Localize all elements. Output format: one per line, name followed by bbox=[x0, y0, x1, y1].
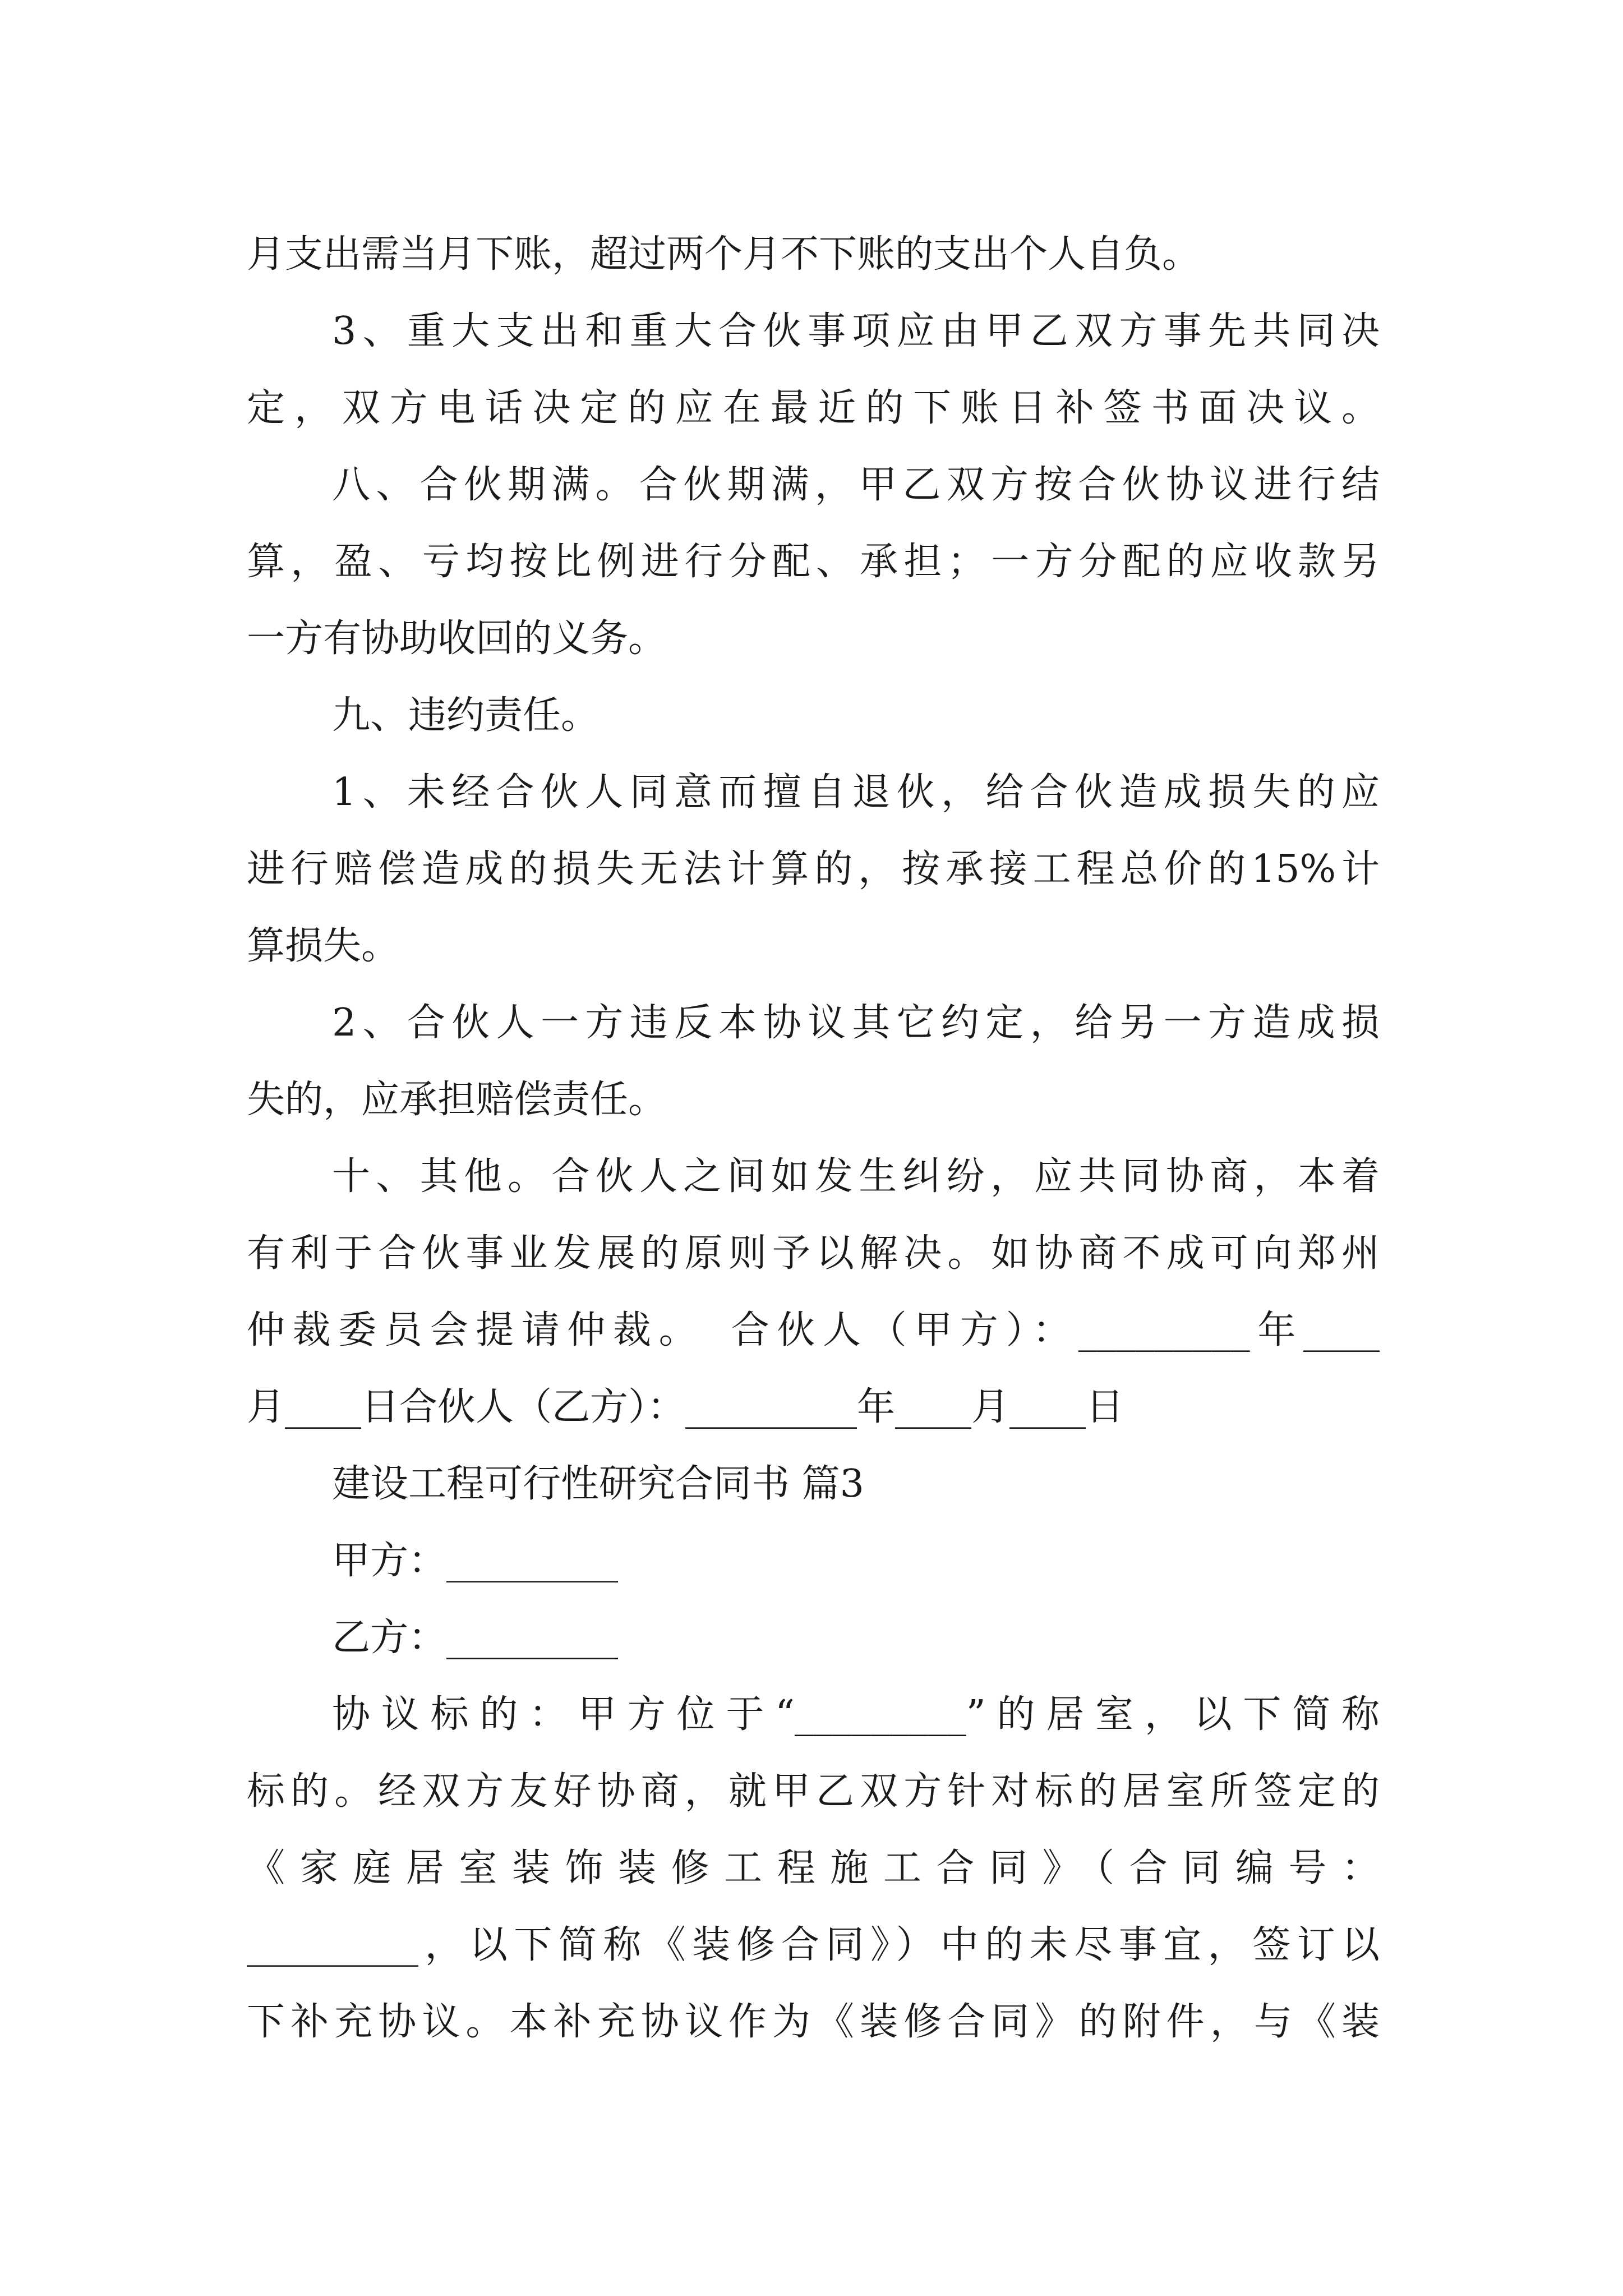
text-line-24: 下补充协议。本补充协议作为《装修合同》的附件，与《装 bbox=[247, 2000, 1380, 2044]
text-line-13: 十、其他。合伙人之间如发生纠纷，应共同协商，本着 bbox=[332, 1154, 1380, 1199]
text-line-11: 2、合伙人一方违反本协议其它约定，给另一方造成损 bbox=[332, 1001, 1380, 1045]
text-line-8: 1、未经合伙人同意而擅自退伙，给合伙造成损失的应 bbox=[332, 770, 1380, 815]
text-line-10: 算损失。 bbox=[247, 924, 400, 968]
text-line-15: 仲裁委员会提请仲裁。 合伙人（甲方）：_________年____ bbox=[247, 1308, 1380, 1352]
text-line-14: 有利于合伙事业发展的原则予以解决。如协商不成可向郑州 bbox=[247, 1231, 1380, 1276]
party-b-line: 乙方：_________ bbox=[332, 1616, 619, 1660]
text-line-7: 九、违约责任。 bbox=[332, 693, 600, 738]
body-text bbox=[247, 216, 1380, 2060]
text-line-1: 月支出需当月下账，超过两个月不下账的支出个人自负。 bbox=[247, 232, 1201, 277]
text-line-3: 定，双方电话决定的应在最近的下账日补签书面决议。 bbox=[247, 386, 1380, 430]
text-line-6: 一方有协助收回的义务。 bbox=[247, 616, 667, 661]
text-line-12: 失的，应承担赔偿责任。 bbox=[247, 1078, 667, 1122]
text-line-23: _________，以下简称《装修合同》）中的未尽事宜，签订以 bbox=[247, 1923, 1380, 1967]
text-line-21: 标的。经双方友好协商，就甲乙双方针对标的居室所签定的 bbox=[247, 1769, 1380, 1814]
text-line-22: 《家庭居室装饰装修工程施工合同》（合同编号： bbox=[247, 1846, 1380, 1890]
text-line-16: 月____日合伙人（乙方）：_________年____月____日 bbox=[247, 1385, 1124, 1429]
section-heading: 建设工程可行性研究合同书 篇3 bbox=[332, 1462, 864, 1506]
text-line-4: 八、合伙期满。合伙期满，甲乙双方按合伙协议进行结 bbox=[332, 463, 1380, 507]
text-line-9: 进行赔偿造成的损失无法计算的，按承接工程总价的15%计 bbox=[247, 847, 1380, 891]
text-line-2: 3、重大支出和重大合伙事项应由甲乙双方事先共同决 bbox=[332, 309, 1380, 353]
party-a-line: 甲方：_________ bbox=[332, 1539, 619, 1583]
text-line-20: 协议标的：甲方位于“_________”的居室，以下简称 bbox=[332, 1692, 1380, 1737]
text-line-5: 算，盈、亏均按比例进行分配、承担；一方分配的应收款另 bbox=[247, 540, 1380, 584]
